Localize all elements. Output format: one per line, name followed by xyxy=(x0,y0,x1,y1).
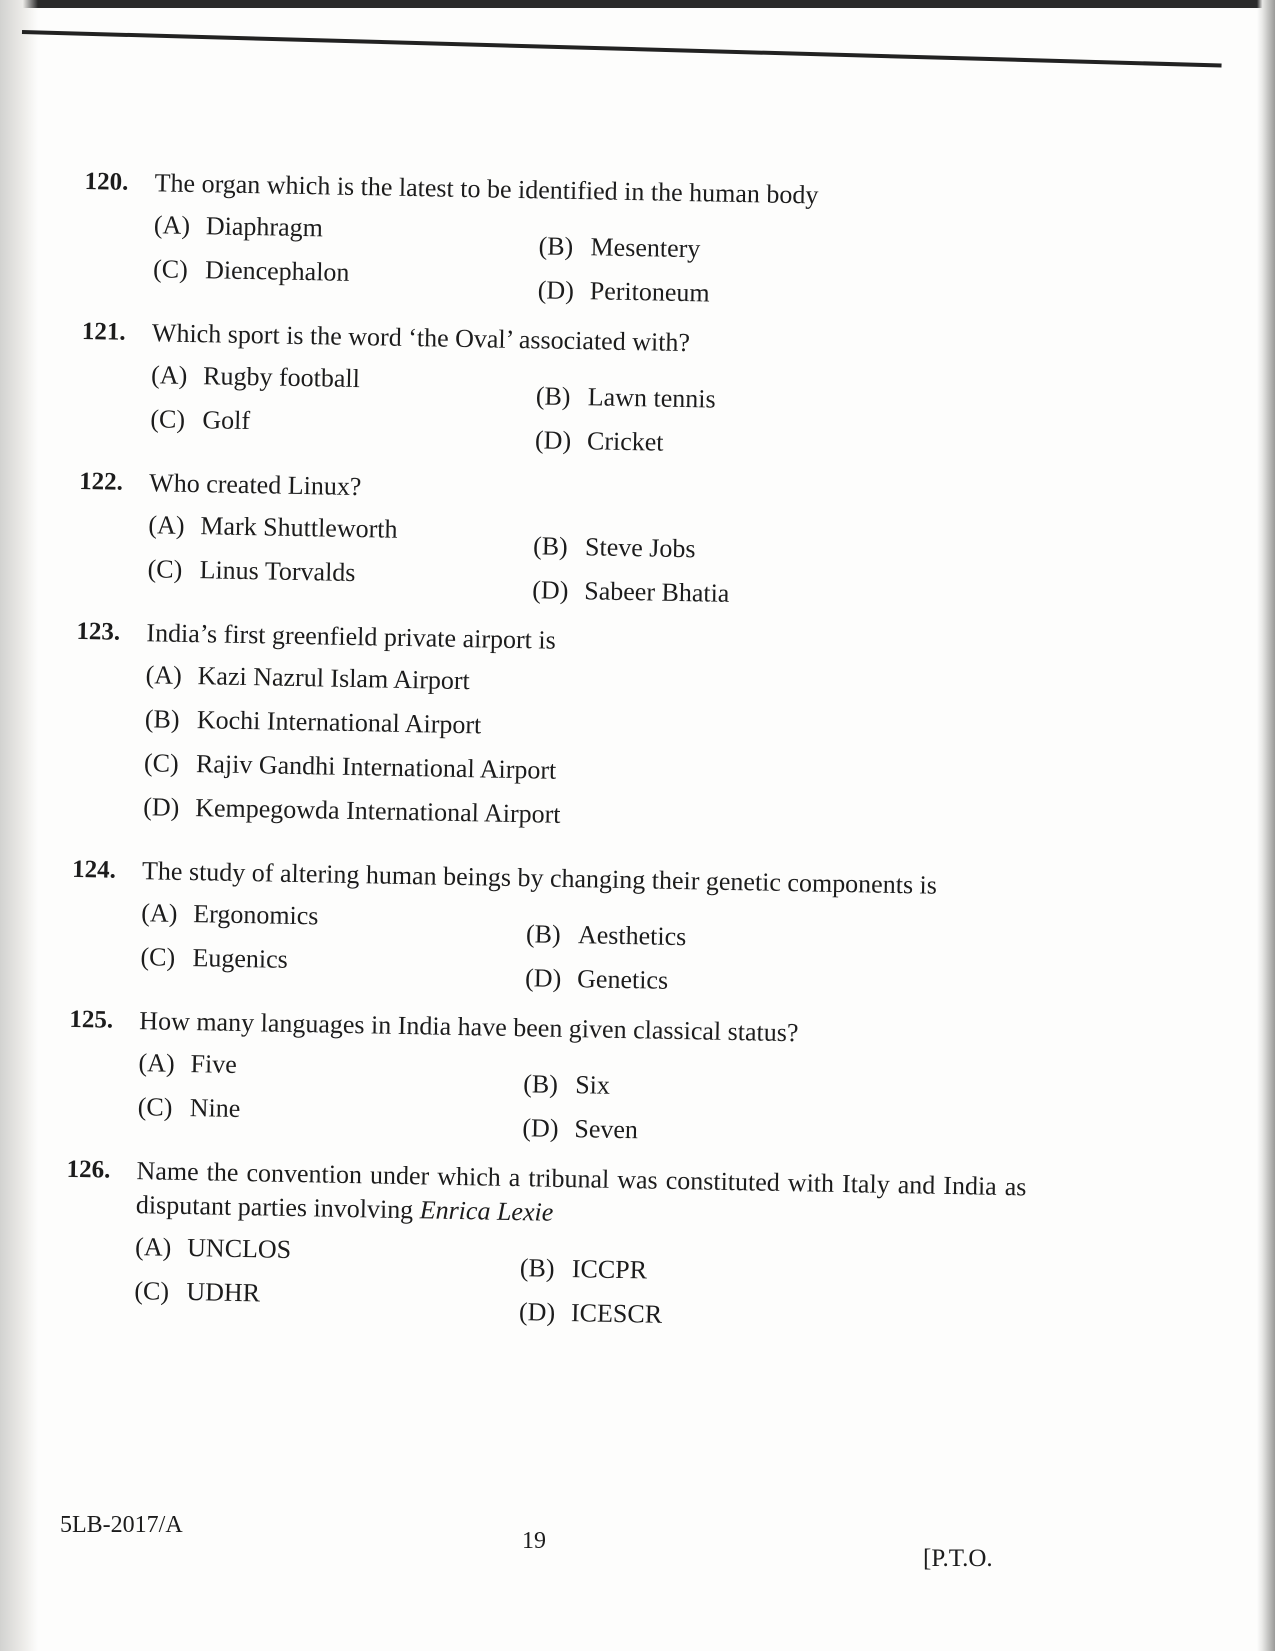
question-number: 122. xyxy=(78,467,124,496)
question-text: India’s first greenfield private airport is xyxy=(146,618,557,655)
option-list xyxy=(143,658,1036,840)
option-a: (A) Ergonomics xyxy=(141,898,319,931)
option-c: (C) Eugenics xyxy=(140,942,289,974)
option-a: (A) Rugby football xyxy=(150,360,361,394)
option-b: (B) Kochi International Airport xyxy=(144,704,482,740)
option-grid xyxy=(134,1230,1025,1329)
question-number: 123. xyxy=(76,617,121,646)
scan-edge-left xyxy=(0,0,38,1651)
option-d: (D) Peritoneum xyxy=(537,275,710,308)
question-text: The organ which is the latest to be identified in the human body xyxy=(154,168,819,210)
option-d: (D) ICESCR xyxy=(518,1297,663,1329)
option-b: (B) Six xyxy=(522,1069,611,1100)
question-122 xyxy=(77,465,1039,608)
option-c: (C) Golf xyxy=(150,404,251,436)
header-rule xyxy=(22,30,1222,68)
option-c: (C) Rajiv Gandhi International Airport xyxy=(143,748,557,785)
question-text: Which sport is the word ‘the Oval’ associated with? xyxy=(151,318,691,358)
option-a: (A) Mark Shuttleworth xyxy=(148,510,398,544)
question-number: 126. xyxy=(66,1155,111,1184)
scan-edge-top xyxy=(0,0,1275,8)
option-a: (A) Kazi Nazrul Islam Airport xyxy=(145,660,471,696)
case-name: Enrica Lexie xyxy=(419,1195,554,1227)
question-120 xyxy=(83,165,1045,308)
option-b: (B) Steve Jobs xyxy=(532,531,696,564)
question-text: How many languages in India have been given classical status? xyxy=(139,1006,799,1048)
question-text: Who created Linux? xyxy=(148,468,362,502)
option-c: (C) Diencephalon xyxy=(152,254,350,287)
option-d: (D) Sabeer Bhatia xyxy=(532,575,730,608)
option-b: (B) Lawn tennis xyxy=(535,381,716,414)
option-a: (A) Five xyxy=(138,1048,238,1079)
option-b: (B) Mesentery xyxy=(538,231,701,264)
question-124 xyxy=(70,853,1032,995)
option-grid xyxy=(152,208,1044,308)
question-number: 125. xyxy=(69,1005,114,1034)
please-turn-over: [P.T.O. xyxy=(923,1545,993,1572)
question-121 xyxy=(80,315,1042,457)
paper-code: 5LB-2017/A xyxy=(60,1512,183,1538)
option-b: (B) Aesthetics xyxy=(525,919,687,952)
question-number: 124. xyxy=(71,855,117,884)
question-text: Name the convention under which a tribunal was constituted with Italy and India as disputant parties involving Enrica Lexie xyxy=(135,1156,1027,1227)
question-text: The study of altering human beings by changing their genetic components is xyxy=(141,856,938,900)
question-126 xyxy=(64,1153,1027,1329)
option-c: (C) UDHR xyxy=(134,1276,261,1308)
option-c: (C) Nine xyxy=(137,1092,241,1124)
option-grid xyxy=(137,1046,1028,1145)
option-grid xyxy=(150,358,1041,457)
option-grid xyxy=(140,896,1031,995)
option-grid xyxy=(147,508,1038,608)
question-123 xyxy=(73,615,1037,841)
option-d: (D) Seven xyxy=(522,1113,639,1145)
option-a: (A) Diaphragm xyxy=(153,210,324,243)
option-d: (D) Cricket xyxy=(534,425,664,457)
option-a: (A) UNCLOS xyxy=(134,1232,292,1264)
question-number: 121. xyxy=(81,317,126,346)
question-list xyxy=(64,165,1045,1354)
option-d: (D) Genetics xyxy=(524,963,669,995)
option-b: (B) ICCPR xyxy=(519,1253,648,1285)
scan-edge-right xyxy=(1257,0,1275,1651)
option-c: (C) Linus Torvalds xyxy=(147,554,356,588)
question-number: 120. xyxy=(84,167,129,196)
option-d: (D) Kempegowda International Airport xyxy=(142,792,561,829)
question-125 xyxy=(67,1003,1029,1145)
page-number: 19 xyxy=(522,1528,546,1554)
